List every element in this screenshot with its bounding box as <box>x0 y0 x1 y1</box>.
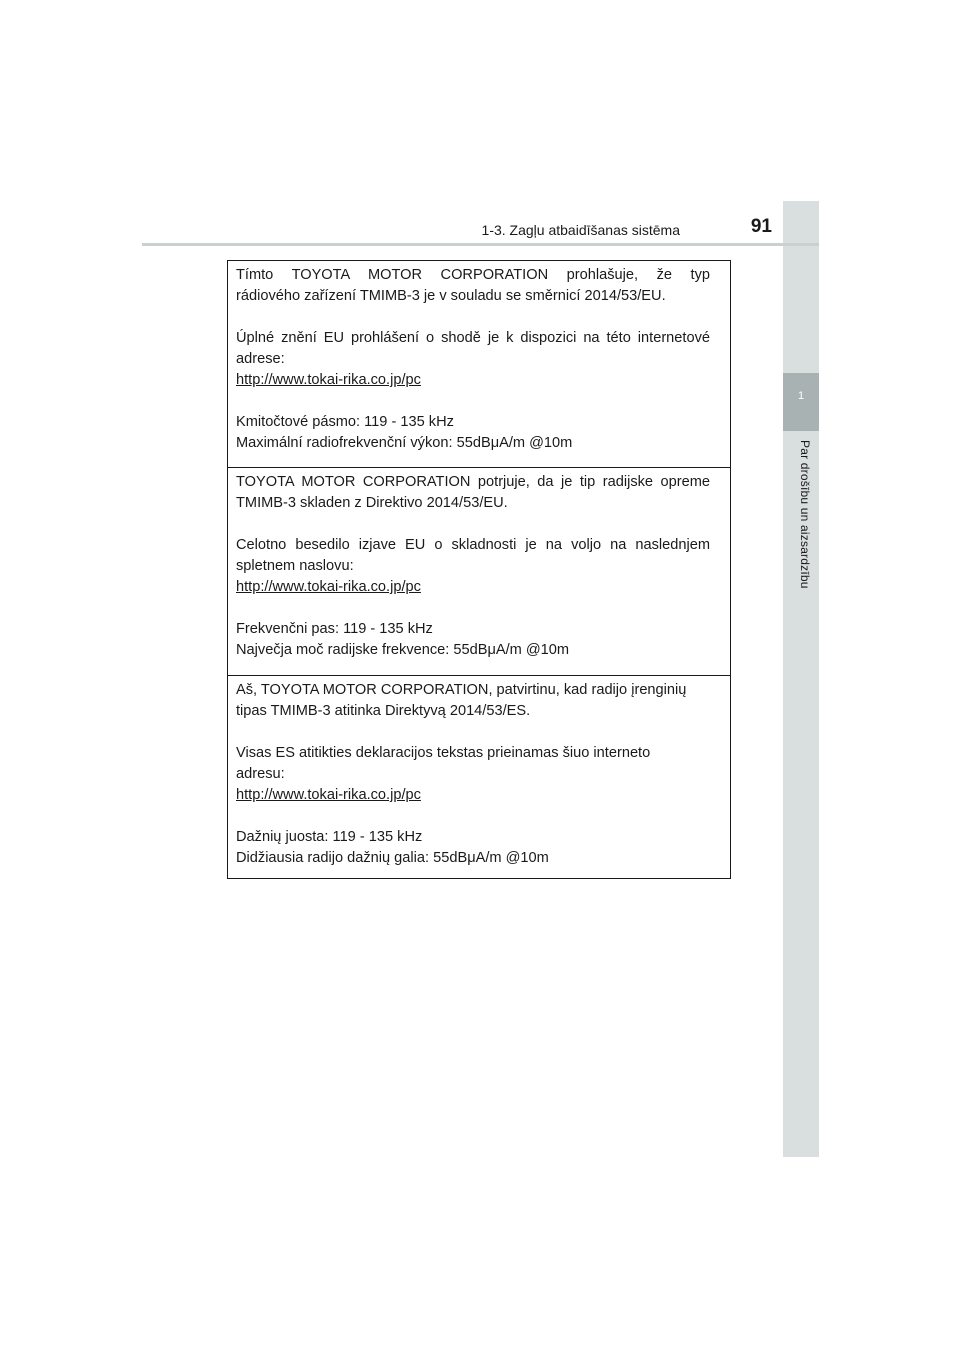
declaration-line: Aš, TOYOTA MOTOR CORPORATION, patvirtinu, kad radijo įrenginių <box>236 682 687 698</box>
declaration-link[interactable]: http://www.tokai-rika.co.jp/pc <box>236 372 421 388</box>
side-chapter-number: 1 <box>797 390 805 402</box>
max-power: Največja moč radijske frekvence: 55dBμA/m @10m <box>236 642 570 658</box>
declaration-line: TOYOTA MOTOR CORPORATION potrjuje, da je tip radijske opreme <box>236 474 710 490</box>
declaration-line: adrese: <box>236 351 285 367</box>
side-chapter-title: Par drošību un aizsardzību <box>798 440 812 589</box>
page-number: 91 <box>750 216 772 237</box>
declaration-line: Celotno besedilo izjave EU o skladnosti je na voljo na naslednjem <box>236 537 710 553</box>
declaration-line: Tímto TOYOTA MOTOR CORPORATION prohlašuje, že typ <box>236 267 710 283</box>
max-power: Didžiausia radijo dažnių galia: 55dBμA/m @10m <box>236 850 549 866</box>
header-divider <box>142 243 819 246</box>
declaration-table <box>227 260 731 879</box>
side-chapter-strip <box>783 201 819 1157</box>
declaration-line: Visas ES atitikties deklaracijos tekstas prieinamas šiuo interneto <box>236 745 651 761</box>
declaration-line: adresu: <box>236 766 285 782</box>
frequency-band: Kmitočtové pásmo: 119 - 135 kHz <box>236 414 454 430</box>
declaration-czech <box>228 261 730 467</box>
declaration-line: Úplné znění EU prohlášení o shodě je k dispozici na této internetové <box>236 330 710 346</box>
declaration-link[interactable]: http://www.tokai-rika.co.jp/pc <box>236 579 421 595</box>
declaration-line: spletnem naslovu: <box>236 558 354 574</box>
side-chapter-marker <box>783 373 819 431</box>
declaration-slovenian <box>228 467 730 675</box>
header-section-title: 1-3. Zagļu atbaidīšanas sistēma <box>481 222 680 238</box>
declaration-line: tipas TMIMB-3 atitinka Direktyvą 2014/53/ES. <box>236 703 531 719</box>
declaration-line: rádiového zařízení TMIMB-3 je v souladu se směrnicí 2014/53/EU. <box>236 288 666 304</box>
max-power: Maximální radiofrekvenční výkon: 55dBμA/m @10m <box>236 435 573 451</box>
frequency-band: Frekvenčni pas: 119 - 135 kHz <box>236 621 433 637</box>
declaration-link[interactable]: http://www.tokai-rika.co.jp/pc <box>236 787 421 803</box>
declaration-line: TMIMB-3 skladen z Direktivo 2014/53/EU. <box>236 495 508 511</box>
frequency-band: Dažnių juosta: 119 - 135 kHz <box>236 829 423 845</box>
declaration-lithuanian <box>228 675 730 877</box>
